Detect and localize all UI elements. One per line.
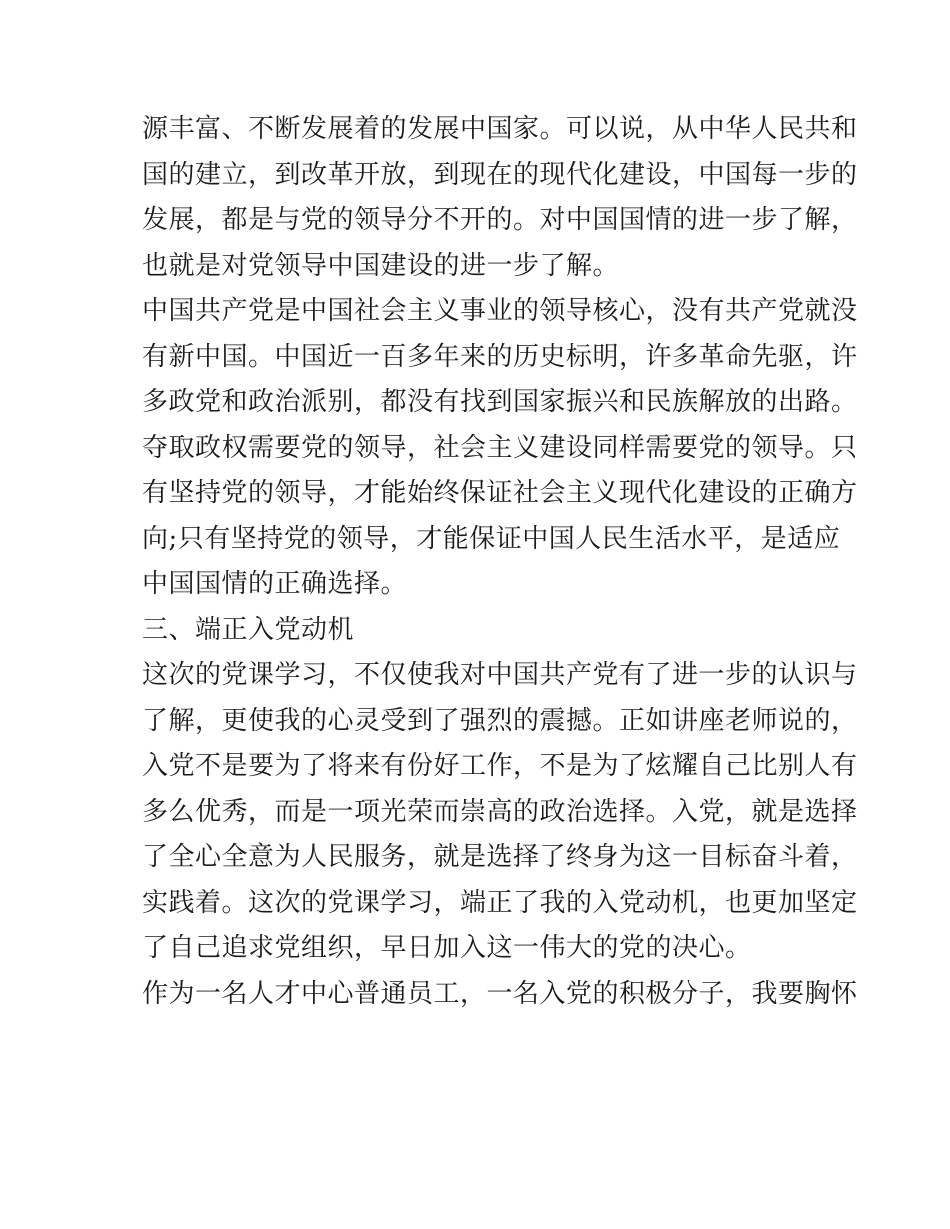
text-line: 中国共产党是中国社会主义事业的领导核心，没有共产党就没 xyxy=(142,296,858,326)
text-line: 了自己追求党组织，早日加入这一伟大的党的决心。 xyxy=(142,933,752,963)
text-line: 这次的党课学习，不仅使我对中国共产党有了进一步的认识与 xyxy=(142,660,858,690)
text-line: 了解，更使我的心灵受到了强烈的震撼。正如讲座老师说的， xyxy=(142,705,858,736)
text-line: 多政党和政治派别，都没有找到国家振兴和民族解放的出路。 xyxy=(142,387,858,417)
text-line: 中国国情的正确选择。 xyxy=(142,569,408,599)
body-text xyxy=(142,107,858,1017)
text-line: 国的建立，到改革开放，到现在的现代化建设，中国每一步的 xyxy=(142,159,858,190)
section-heading: 三、端正入党动机 xyxy=(142,614,355,645)
text-line: 实践着。这次的党课学习，端正了我的入党动机，也更加坚定 xyxy=(142,887,858,918)
text-line: 夺取政权需要党的领导，社会主义建设同样需要党的领导。只 xyxy=(142,432,858,463)
text-line: 了全心全意为人民服务，就是选择了终身为这一目标奋斗着， xyxy=(142,842,858,872)
text-line: 作为一名人才中心普通员工，一名入党的积极分子，我要胸怀 xyxy=(142,978,858,1009)
text-line: 有新中国。中国近一百多年来的历史标明，许多革命先驱，许 xyxy=(142,341,858,372)
text-line: 向;只有坚持党的领导，才能保证中国人民生活水平，是适应 xyxy=(142,523,841,554)
text-line: 也就是对党领导中国建设的进一步了解。 xyxy=(142,250,620,281)
text-line: 入党不是要为了将来有份好工作，不是为了炫耀自己比别人有 xyxy=(142,751,858,781)
text-line: 多么优秀，而是一项光荣而崇高的政治选择。入党，就是选择 xyxy=(142,796,858,827)
text-line: 源丰富、不断发展着的发展中国家。可以说，从中华人民共和 xyxy=(142,114,858,144)
text-line: 有坚持党的领导，才能始终保证社会主义现代化建设的正确方 xyxy=(142,478,858,508)
text-line: 发展，都是与党的领导分不开的。对中国国情的进一步了解， xyxy=(142,205,858,235)
